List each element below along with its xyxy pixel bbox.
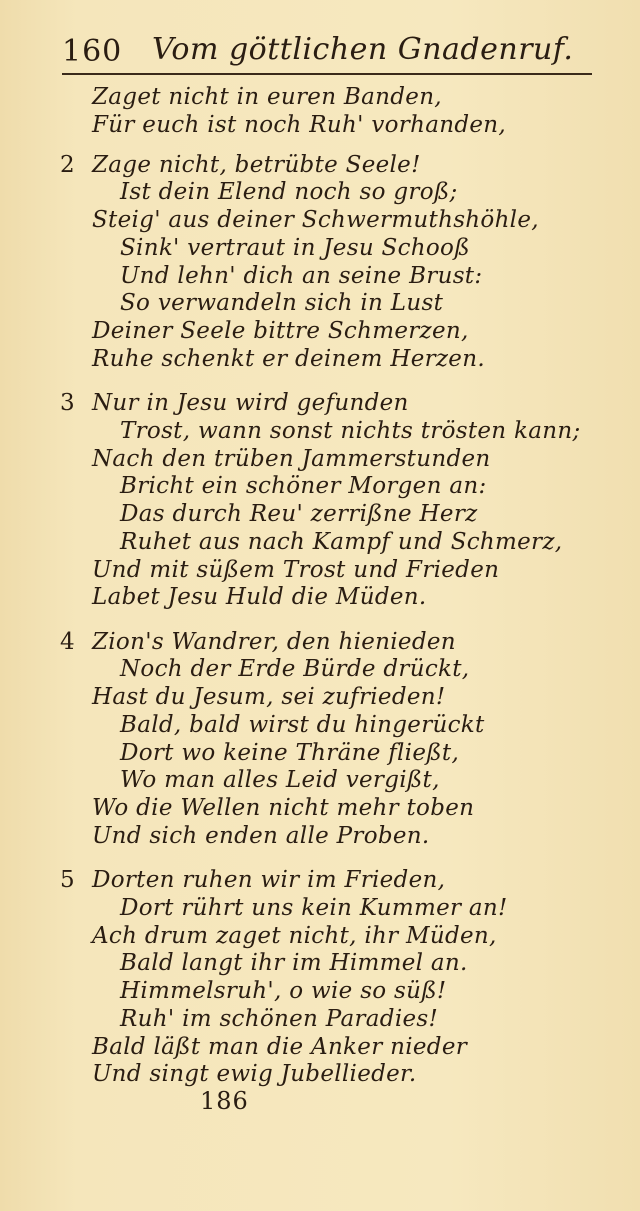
verse-line: Dort wo keine Thräne fließt, [120, 740, 460, 766]
verse-line: Bald, bald wirst du hingerückt [120, 712, 485, 738]
verse-line: Für euch ist noch Ruh' vorhanden, [92, 112, 506, 138]
verse-line: Ach drum zaget nicht, ihr Müden, [92, 923, 497, 949]
stanza-number: 2 [60, 152, 75, 178]
verse-line: So verwandeln sich in Lust [120, 290, 444, 316]
header-rule [62, 73, 592, 75]
verse-line: Noch der Erde Bürde drückt, [120, 656, 470, 682]
verse-line: Steig' aus deiner Schwermuthshöhle, [92, 207, 539, 233]
stanza-number: 4 [60, 629, 75, 655]
verse-line: Bald läßt man die Anker nieder [92, 1034, 468, 1060]
verse-line: Und sich enden alle Proben. [92, 823, 430, 849]
verse-line: Ruhet aus nach Kampf und Schmerz, [120, 529, 563, 555]
page-number: 160 [62, 34, 123, 69]
verse-line: Und singt ewig Jubellieder. [92, 1061, 417, 1087]
verse-line: Bald langt ihr im Himmel an. [120, 950, 468, 976]
verse-line: Nach den trüben Jammerstunden [92, 446, 491, 472]
verse-line: Und mit süßem Trost und Frieden [92, 557, 500, 583]
verse-line: Hast du Jesum, sei zufrieden! [92, 684, 446, 710]
running-title: Vom göttlichen Gnadenruf. [152, 32, 574, 67]
verse-line: Himmelsruh', o wie so süß! [120, 978, 447, 1004]
stanza-number: 3 [60, 390, 75, 416]
verse-line: Zaget nicht in euren Banden, [92, 84, 442, 110]
verse-line: Wo man alles Leid vergißt, [120, 767, 440, 793]
verse-line: Zion's Wandrer, den hienieden [92, 629, 456, 655]
verse-line: Dort rührt uns kein Kummer an! [120, 895, 508, 921]
verse-line: Ist dein Elend noch so groß; [120, 179, 458, 205]
verse-line: Bricht ein schöner Morgen an: [120, 473, 487, 499]
verse-line: Zage nicht, betrübte Seele! [92, 152, 421, 178]
verse-line: Nur in Jesu wird gefunden [92, 390, 409, 416]
verse-line: Ruhe schenkt er deinem Herzen. [92, 346, 485, 372]
verse-line: Sink' vertraut in Jesu Schooß [120, 235, 470, 261]
verse-line: Deiner Seele bittre Schmerzen, [92, 318, 469, 344]
page-header [62, 28, 592, 72]
verse-line: Ruh' im schönen Paradies! [120, 1006, 439, 1032]
verse-line: Labet Jesu Huld die Müden. [92, 584, 427, 610]
verse-line: Trost, wann sonst nichts trösten kann; [120, 418, 581, 444]
verse-line: Dorten ruhen wir im Frieden, [92, 867, 446, 893]
stanza-number: 5 [60, 867, 75, 893]
verse-line: Wo die Wellen nicht mehr toben [92, 795, 475, 821]
footer-hymn-number: 186 [200, 1087, 249, 1115]
verse-line: Das durch Reu' zerrißne Herz [120, 501, 478, 527]
verse-line: Und lehn' dich an seine Brust: [120, 263, 483, 289]
